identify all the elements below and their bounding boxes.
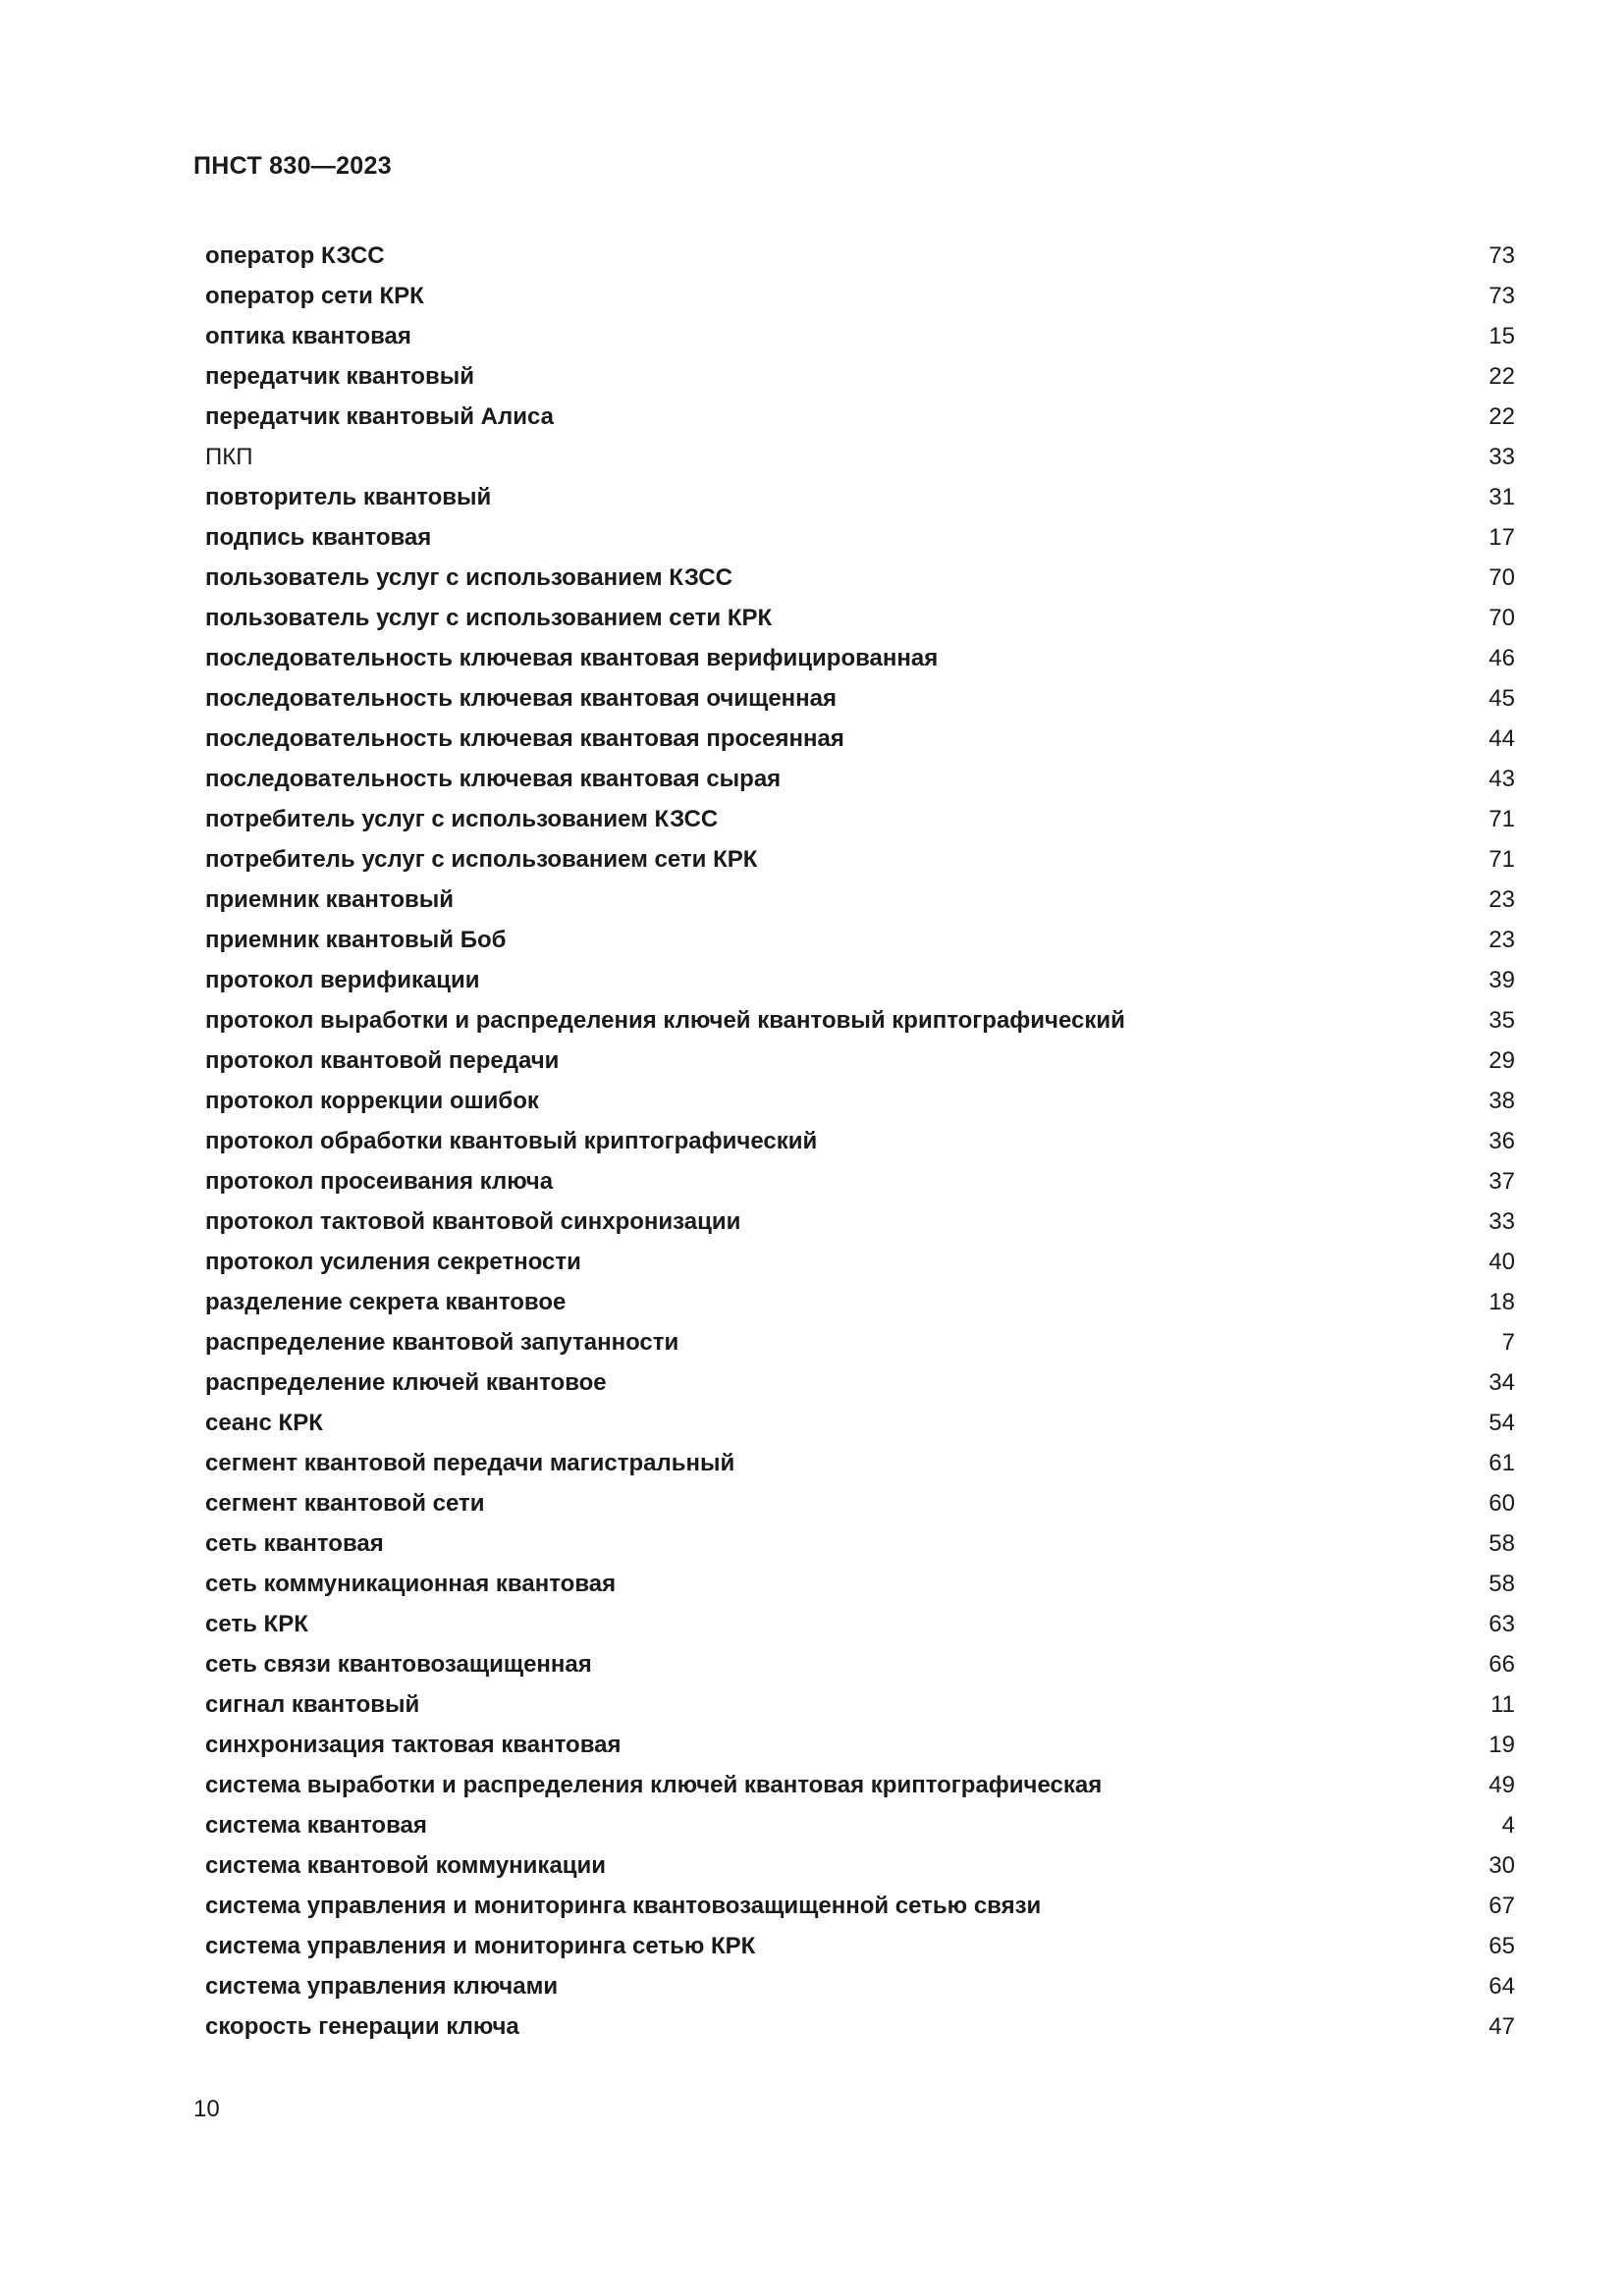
index-entry xyxy=(205,236,1515,276)
index-entry xyxy=(205,477,1515,517)
index-entry xyxy=(205,1041,1515,1081)
index-page-ref: 54 xyxy=(1489,1410,1515,1436)
index-page-ref: 7 xyxy=(1501,1329,1515,1356)
index-page-ref: 46 xyxy=(1489,645,1515,671)
index-entry xyxy=(205,1282,1515,1322)
index-page-ref: 23 xyxy=(1489,886,1515,913)
index-term: последовательность ключевая квантовая просеянная xyxy=(205,725,844,752)
index-entry xyxy=(205,1604,1515,1644)
index-term: оператор КЗСС xyxy=(205,242,385,269)
index-term: протокол усиления секретности xyxy=(205,1249,581,1275)
index-term: протокол обработки квантовый криптографический xyxy=(205,1128,818,1154)
index-term: система квантовая xyxy=(205,1812,427,1839)
index-page-ref: 70 xyxy=(1489,605,1515,631)
index-page-ref: 58 xyxy=(1489,1530,1515,1557)
index-term: система квантовой коммуникации xyxy=(205,1852,607,1879)
index-entry xyxy=(205,598,1515,638)
document-header: ПНСТ 830—2023 xyxy=(193,152,392,180)
index-entry xyxy=(205,719,1515,759)
index-entry xyxy=(205,1121,1515,1161)
index-term: разделение секрета квантовое xyxy=(205,1289,567,1315)
index-page-ref: 73 xyxy=(1489,283,1515,309)
index-entry xyxy=(205,1483,1515,1523)
index-page-ref: 22 xyxy=(1489,363,1515,390)
index-term: сеть связи квантовозащищенная xyxy=(205,1651,592,1678)
index-page-ref: 45 xyxy=(1489,685,1515,712)
index-page-ref: 23 xyxy=(1489,927,1515,953)
index-page-ref: 71 xyxy=(1489,846,1515,873)
index-page-ref: 36 xyxy=(1489,1128,1515,1154)
index-term: протокол выработки и распределения ключей квантовый криптографический xyxy=(205,1007,1125,1034)
index-term: приемник квантовый Боб xyxy=(205,927,507,953)
index-term: пользователь услуг с использованием сети КРК xyxy=(205,605,773,631)
index-page-ref: 29 xyxy=(1489,1047,1515,1074)
index-entry xyxy=(205,1201,1515,1242)
index-entry xyxy=(205,1523,1515,1564)
index-page-ref: 71 xyxy=(1489,806,1515,832)
index-term: протокол квантовой передачи xyxy=(205,1047,560,1074)
index-term: подпись квантовая xyxy=(205,524,432,551)
index-page-ref: 67 xyxy=(1489,1893,1515,1919)
index-term: потребитель услуг с использованием КЗСС xyxy=(205,806,719,832)
index-term: сеть коммуникационная квантовая xyxy=(205,1571,617,1597)
index-term: последовательность ключевая квантовая очищенная xyxy=(205,685,838,712)
index-entry xyxy=(205,1081,1515,1121)
index-page-ref: 30 xyxy=(1489,1852,1515,1879)
alphabetical-index xyxy=(205,236,1515,2047)
index-entry xyxy=(205,799,1515,839)
index-page-ref: 66 xyxy=(1489,1651,1515,1678)
index-term: пользователь услуг с использованием КЗСС xyxy=(205,564,732,591)
index-term: система управления и мониторинга квантовозащищенной сетью связи xyxy=(205,1893,1042,1919)
index-entry xyxy=(205,2006,1515,2047)
index-term: передатчик квантовый Алиса xyxy=(205,403,554,430)
index-page-ref: 58 xyxy=(1489,1571,1515,1597)
index-page-ref: 47 xyxy=(1489,2013,1515,2040)
index-page-ref: 34 xyxy=(1489,1369,1515,1396)
index-page-ref: 4 xyxy=(1501,1812,1515,1839)
index-term: потребитель услуг с использованием сети КРК xyxy=(205,846,758,873)
page-number: 10 xyxy=(193,2096,220,2122)
index-entry xyxy=(205,678,1515,719)
index-term: система управления и мониторинга сетью КРК xyxy=(205,1933,756,1959)
index-entry xyxy=(205,1644,1515,1684)
index-term: сеанс КРК xyxy=(205,1410,323,1436)
index-entry xyxy=(205,1000,1515,1041)
index-page-ref: 31 xyxy=(1489,484,1515,510)
index-term: повторитель квантовый xyxy=(205,484,492,510)
index-entry xyxy=(205,1242,1515,1282)
index-term: протокол верификации xyxy=(205,967,480,993)
index-term: сигнал квантовый xyxy=(205,1691,420,1718)
index-page-ref: 35 xyxy=(1489,1007,1515,1034)
index-entry xyxy=(205,1765,1515,1805)
index-term: ПКП xyxy=(205,444,253,470)
index-term: передатчик квантовый xyxy=(205,363,474,390)
index-page-ref: 33 xyxy=(1489,444,1515,470)
index-page-ref: 61 xyxy=(1489,1450,1515,1476)
index-term: скорость генерации ключа xyxy=(205,2013,519,2040)
index-entry xyxy=(205,1725,1515,1765)
index-entry xyxy=(205,1966,1515,2006)
index-entry xyxy=(205,759,1515,799)
index-entry xyxy=(205,397,1515,437)
index-page-ref: 63 xyxy=(1489,1611,1515,1637)
index-entry xyxy=(205,276,1515,316)
index-term: сегмент квантовой передачи магистральный xyxy=(205,1450,735,1476)
index-page-ref: 73 xyxy=(1489,242,1515,269)
index-page-ref: 60 xyxy=(1489,1490,1515,1517)
index-term: протокол просеивания ключа xyxy=(205,1168,554,1195)
index-page-ref: 65 xyxy=(1489,1933,1515,1959)
index-entry xyxy=(205,558,1515,598)
index-entry xyxy=(205,517,1515,558)
index-page-ref: 49 xyxy=(1489,1772,1515,1798)
index-page-ref: 44 xyxy=(1489,725,1515,752)
index-entry xyxy=(205,1564,1515,1604)
index-term: распределение ключей квантовое xyxy=(205,1369,607,1396)
index-entry xyxy=(205,316,1515,356)
index-page-ref: 43 xyxy=(1489,766,1515,792)
index-entry xyxy=(205,1684,1515,1725)
index-page-ref: 22 xyxy=(1489,403,1515,430)
index-page-ref: 40 xyxy=(1489,1249,1515,1275)
index-page-ref: 37 xyxy=(1489,1168,1515,1195)
index-page-ref: 18 xyxy=(1489,1289,1515,1315)
index-page-ref: 70 xyxy=(1489,564,1515,591)
index-term: протокол тактовой квантовой синхронизации xyxy=(205,1208,741,1235)
index-entry xyxy=(205,437,1515,477)
index-entry xyxy=(205,960,1515,1000)
index-term: протокол коррекции ошибок xyxy=(205,1088,539,1114)
index-term: оптика квантовая xyxy=(205,323,411,349)
index-term: сегмент квантовой сети xyxy=(205,1490,485,1517)
index-entry xyxy=(205,638,1515,678)
index-term: система управления ключами xyxy=(205,1973,559,2000)
index-term: сеть КРК xyxy=(205,1611,308,1637)
index-page-ref: 64 xyxy=(1489,1973,1515,2000)
index-page-ref: 17 xyxy=(1489,524,1515,551)
index-entry xyxy=(205,1886,1515,1926)
index-term: приемник квантовый xyxy=(205,886,455,913)
index-term: оператор сети КРК xyxy=(205,283,424,309)
index-page-ref: 39 xyxy=(1489,967,1515,993)
index-entry xyxy=(205,1322,1515,1362)
index-entry xyxy=(205,920,1515,960)
index-term: последовательность ключевая квантовая верифицированная xyxy=(205,645,939,671)
index-page-ref: 38 xyxy=(1489,1088,1515,1114)
index-entry xyxy=(205,356,1515,397)
index-page-ref: 11 xyxy=(1490,1691,1515,1718)
index-entry xyxy=(205,1161,1515,1201)
index-term: распределение квантовой запутанности xyxy=(205,1329,679,1356)
index-term: синхронизация тактовая квантовая xyxy=(205,1732,622,1758)
index-entry xyxy=(205,1805,1515,1845)
index-entry xyxy=(205,880,1515,920)
index-page-ref: 19 xyxy=(1489,1732,1515,1758)
index-page-ref: 15 xyxy=(1489,323,1515,349)
index-entry xyxy=(205,1443,1515,1483)
index-term: система выработки и распределения ключей квантовая криптографическая xyxy=(205,1772,1103,1798)
index-term: последовательность ключевая квантовая сырая xyxy=(205,766,782,792)
index-entry xyxy=(205,1845,1515,1886)
index-entry xyxy=(205,1926,1515,1966)
index-entry xyxy=(205,1362,1515,1403)
index-entry xyxy=(205,1403,1515,1443)
index-page-ref: 33 xyxy=(1489,1208,1515,1235)
index-term: сеть квантовая xyxy=(205,1530,384,1557)
index-entry xyxy=(205,839,1515,880)
